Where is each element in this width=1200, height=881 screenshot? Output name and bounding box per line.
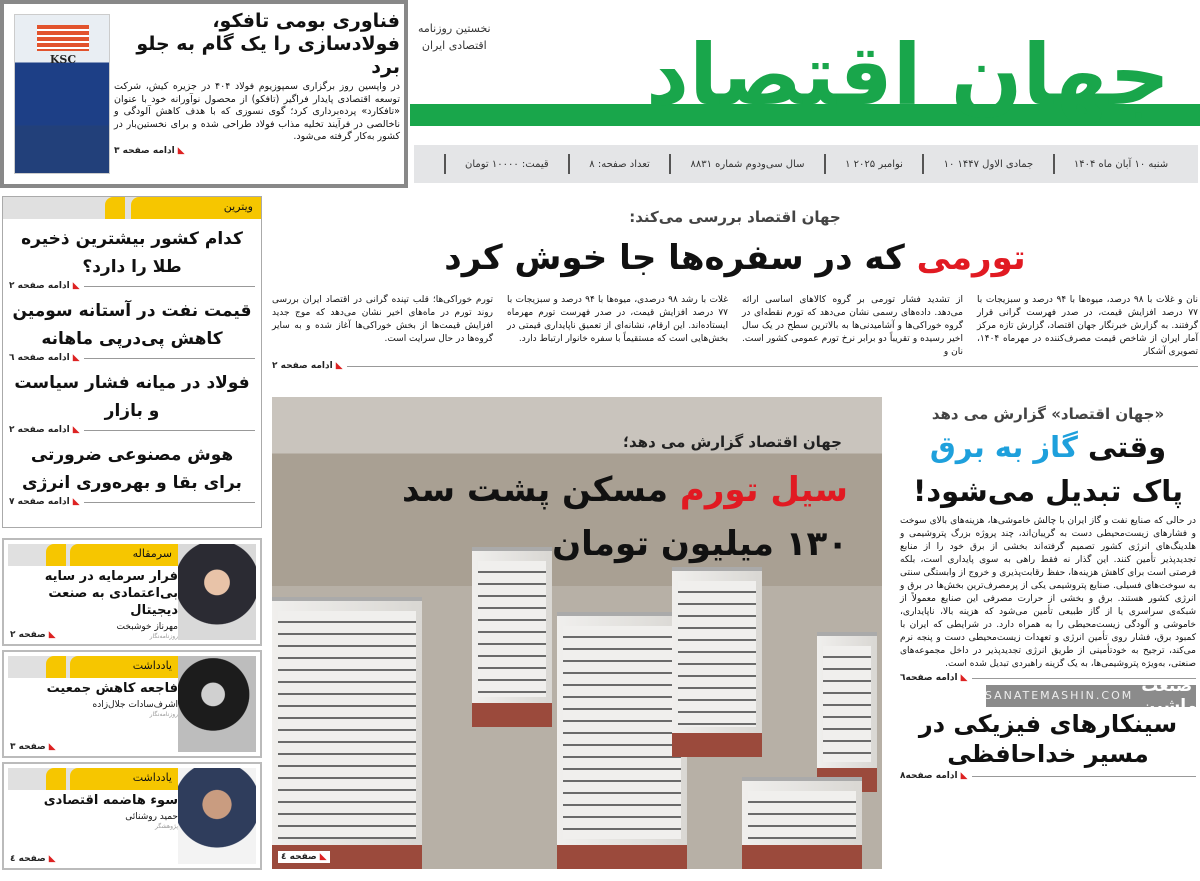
divider [568,154,570,174]
opinion-title: سوء هاضمه اقتصادی [43,793,178,808]
bottom-story-title[interactable]: سینکارهای فیزیکی در مسیر خداحافظی [918,710,1178,768]
page-link[interactable]: ◣صفحه ٤ [278,851,330,863]
column-text: از تشدید فشار تورمی بر گروه کالاهای اساسی ارائه می‌دهد. داده‌های رسمی نشان می‌دهد که تورم نقطه‌ای در گروه خوراکی‌ها و آشامیدنی‌ها به بالاترین سطح در یک سال اخیر رسیده و تقریباً دو برابر نرخ تورم عمومی کشور است. نان و [742,295,963,357]
lead-story-title[interactable]: فناوری بومی تافکو، فولادسازی را یک گام به جلو برد [136,10,400,78]
author-role: روزنامه‌نگار [149,711,178,718]
lead-story-text: در واپسین روز برگزاری سمپوزیوم فولاد ۴۰۴ در جزیره کیش، شرکت توسعه اقتصادی پایدار فراگیر (تافکو) از محصول نوآورانه خود با عنوان «تافکارد» پرده‌برداری کرد؛ گوی نسوزی که با هدف کاهش آلودگی و ناخالصی در فرآیند تخلیه مذاب فولاد طراحی شده و برای نخستین‌بار در کشور به‌کار گرفته می‌شود. [114,81,400,142]
lead-story-content [114,10,400,156]
housing-photo[interactable] [272,397,882,869]
author-name: حمید روشنائی [125,812,178,822]
tagline: نخستین روزنامه اقتصادی ایران [418,22,491,52]
right-story-kicker: «جهان اقتصاد» گزارش می دهد [931,405,1165,423]
right-story-text: در حالی که صنایع نفت و گاز ایران با چالش خاموشی‌ها، هزینه‌های بالای سوخت و فشارهای زیست‌محیطی دست به گریبان‌اند، چند پروژه بزرگ پتروشیمی و هلدینگ‌های انرژی کشور تصمیم گرفته‌اند بخشی از برق خود را از منابع تجدیدپذیر تأمین کنند. این گذار نه فقط راهی به سوی پایداری است، بلکه فرصتی است برای کاهش هزینه‌ها، حفظ رقابت‌پذیری و خروج از وابستگی سنتی به سوخت‌های فسیلی. صنایع پتروشیمی یکی از پرمصرف‌ترین بخش‌ها در برق و انرژی کشور هستند. برق و بخشی از حرارت مصرفی این صنایع معمولاً از شبکه‌ی سراسری یا از گاز طبیعی تأمین می‌شود که هزینه بالا، ناپایداری، خاموشی و آلودگی زیست‌محیطی را به همراه دارد. در شرایطی که ایران با کمبود برق، فشار روی تأمین انرژی و تعهدات زیست‌محیطی دست و پنجه نرم می‌کند، ترجیح به خودتأمینی از طریق انرژی تجدیدپذیر در داخل مجموعه‌های صنعتی، به‌ویژه پتروشیمی‌ها، به یک گزینه راهبردی تبدیل شده است. [900,516,1196,669]
page-link[interactable]: ◣صفحه ٤ [10,854,56,864]
divider [922,154,924,174]
continue-link[interactable]: ◣ادامه صفحه٦ [900,673,968,683]
column-text: غلات با رشد ۹۸ درصدی، میوه‌ها با ۹۴ درصد و سبزیجات با ۷۷ درصد افزایش قیمت، در صدر فهرست تورم مهرماه ایستاده‌اند. این ارقام، نشانه‌ای از تعمیق ناپایداری قیمتی در بخش‌هایی است که مستقیماً با سفره خانوار ارتباط دارد. [507,295,729,344]
section-tab: ویترین [3,197,261,219]
lead-story-photo [14,14,110,174]
column-text: تورم خوراکی‌ها؛ قلب تپنده گرانی در اقتصاد ایران بررسی روند تورم در ماه‌های اخیر نشان می‌دهد که موج جدید افزایش قیمت‌ها از بخش خوراکی‌ها آغاز شده و به سایر گروه‌ها در حال سرایت است. [272,295,493,344]
divider [669,154,671,174]
newspaper-logo: جهان اقتصاد [646,26,1170,124]
main-story-columns [272,294,1198,359]
section-tab: یادداشت [70,768,180,790]
section-tab: سرمقاله [70,544,180,566]
main-continue-row [272,361,1198,371]
vitrin-item[interactable]: کدام کشور بیشترین ذخیره طلا را دارد؟ [21,229,243,277]
section-tab: یادداشت [70,656,180,678]
author-name: اشرف‌سادات جلال‌زاده [92,700,178,710]
opinion-box[interactable] [2,538,262,646]
photo-headline: سیل تورم مسکن پشت سد ۱۳۰ میلیون تومان [401,470,848,564]
vitrin-box [2,196,262,528]
page-count: تعداد صفحه: ۸ [589,158,650,170]
author-role: روزنامه‌نگار [149,633,178,640]
photo-kicker: جهان اقتصاد گزارش می دهد؛ [623,433,842,451]
opinion-box[interactable] [2,650,262,758]
continue-link[interactable]: ◣ادامه صفحه ۲ [9,281,80,291]
author-role: پژوهشگر [154,823,178,830]
opinion-title: فرار سرمایه در سایه بی‌اعتمادی به صنعت دیجیتال [44,569,178,618]
column-text: نان و غلات با ۹۸ درصد، میوه‌ها با ۹۴ درصد و سبزیجات با ۷۷ درصد افزایش قیمت، در صدر فهرست گرانی قرار گرفتند. به گزارش خبرنگار جهان اقتصاد، گزارش تازه مرکز آمار ایران از شاخص قیمت مصرف‌کننده در مهرماه ۱۴۰۴، تصویری آشکار [977,295,1198,357]
price: قیمت: ۱۰۰۰۰ تومان [464,158,549,170]
lead-story-box [0,0,408,188]
masthead [410,0,1200,138]
date-gregorian: ۱ نوامبر ۲۰۲۵ [845,158,903,170]
continue-link[interactable]: ◣ادامه صفحه ۲ [272,361,343,371]
vitrin-item[interactable]: قیمت نفت در آستانه سومین کاهش پی‌درپی ماهانه [12,301,252,349]
author-photo [178,656,256,752]
main-story [272,294,1198,371]
divider [444,154,446,174]
author-photo [178,544,256,640]
date-persian: شنبه ۱۰ آبان ماه ۱۴۰۴ [1073,158,1169,170]
continue-link[interactable]: ◣ادامه صفحه ۷ [9,497,80,507]
page-link[interactable]: ◣صفحه ۲ [10,630,56,640]
main-headline[interactable]: تورمی که در سفره‌ها جا خوش کرد [444,238,1026,278]
divider [347,366,1198,367]
page-icon: ◣ [335,361,343,371]
author-name: مهرناز خوشبخت [116,622,178,632]
continue-link[interactable]: ◣ادامه صفحه۸ [900,771,968,781]
right-column [900,405,1196,781]
continue-link[interactable]: ◣ادامه صفحه ۳ [114,145,185,156]
date-hijri: ۱۰ جمادی الاول ۱۴۴۷ [943,158,1034,170]
page-link[interactable]: ◣صفحه ۳ [10,742,56,752]
vitrin-item[interactable]: فولاد در میانه فشار سیاست و بازار [14,373,250,421]
opinion-box[interactable] [2,762,262,870]
right-story-title[interactable]: وقتی گاز به برق پاک تبدیل می‌شود! [912,430,1184,508]
continue-link[interactable]: ◣ادامه صفحه ٦ [9,353,80,363]
page-icon: ◣ [177,145,185,156]
opinion-title: فاجعه کاهش جمعیت [46,681,178,696]
main-kicker: جهان اقتصاد بررسی می‌کند: [629,208,841,226]
divider [824,154,826,174]
ksc-logo: KSC [37,25,89,66]
issue-number: سال سی‌ودوم شماره ۸۸۳۱ [690,158,805,170]
vitrin-item[interactable]: هوش مصنوعی ضرورتی برای بقا و بهره‌وری انرژی [22,445,242,493]
watermark: SANATEMASHIN.COM صنعت ماشین [984,676,1198,716]
continue-link[interactable]: ◣ادامه صفحه ۲ [9,425,80,435]
divider [1053,154,1055,174]
date-bar [414,145,1198,183]
author-photo [178,768,256,864]
